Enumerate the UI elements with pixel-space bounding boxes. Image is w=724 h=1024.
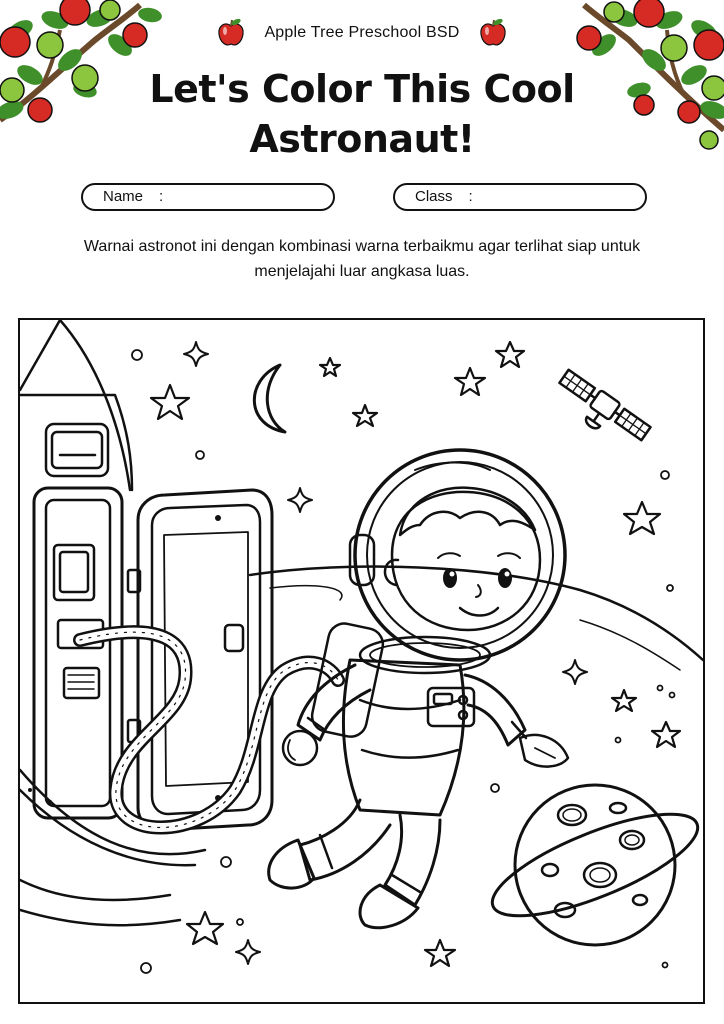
name-field[interactable] [81, 183, 335, 211]
school-name: Apple Tree Preschool BSD [264, 24, 460, 41]
sparkle-icon [184, 342, 587, 964]
planet-icon [481, 785, 703, 945]
name-label: Name [103, 188, 144, 205]
moon-icon [254, 365, 285, 432]
class-colon: : [468, 188, 473, 205]
school-header [0, 18, 724, 48]
class-field[interactable] [393, 183, 647, 211]
spaceship-icon [20, 320, 272, 925]
name-colon: : [159, 188, 164, 205]
instructions-text: Warnai astronot ini dengan kombinasi warna terbaikmu agar terlihat siap untuk menjelajahi luar angkasa luas. [83, 238, 641, 280]
satellite-icon [549, 368, 652, 455]
page-title: Let's Color This Cool Astronaut! [149, 67, 575, 161]
astronaut-coloring-illustration [20, 320, 703, 1002]
apple-icon [216, 18, 246, 48]
star-icon [151, 342, 680, 966]
class-label: Class [415, 188, 453, 205]
astronaut-figure [269, 450, 568, 928]
apple-icon [478, 18, 508, 48]
coloring-illustration-frame [18, 318, 705, 1004]
